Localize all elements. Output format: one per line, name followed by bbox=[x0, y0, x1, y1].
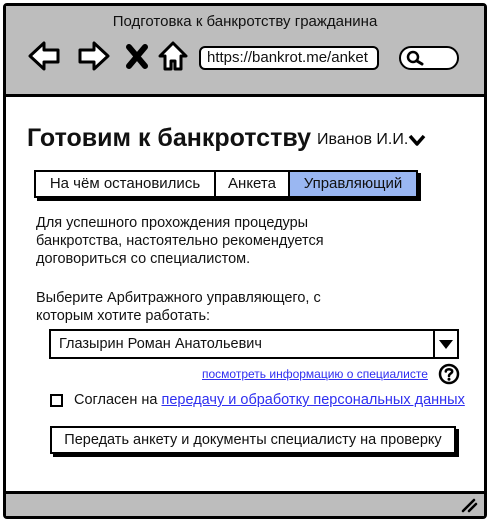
help-button[interactable] bbox=[438, 363, 460, 385]
triangle-down-icon bbox=[439, 340, 453, 349]
window-title: Подготовка к банкротству гражданина bbox=[112, 13, 378, 30]
selected-manager: Глазырин Роман Анатольевич bbox=[59, 336, 262, 352]
tab-progress[interactable]: На чём остановились bbox=[36, 172, 216, 196]
consent-label bbox=[74, 392, 465, 408]
consent-prefix: Согласен на bbox=[74, 392, 158, 408]
tab-bar bbox=[34, 170, 418, 198]
question-circle-icon bbox=[438, 363, 460, 385]
intro-text: Для успешного прохождения процедуры банкротства, настоятельно рекомендуется договориться со специалистом. bbox=[36, 215, 324, 267]
chevron-down-icon bbox=[408, 134, 426, 147]
user-name: Иванов И.И. bbox=[317, 131, 409, 148]
consent-checkbox[interactable] bbox=[50, 394, 63, 407]
status-bar bbox=[6, 491, 484, 516]
page-title: Готовим к банкротству bbox=[27, 124, 311, 152]
user-menu[interactable] bbox=[317, 131, 408, 149]
tab-manager[interactable]: Управляющий bbox=[290, 172, 416, 196]
resize-grip-icon[interactable] bbox=[460, 497, 478, 513]
consent-link[interactable]: передачу и обработку персональных данных bbox=[161, 392, 465, 408]
dropdown-toggle[interactable] bbox=[433, 331, 457, 357]
browser-window bbox=[3, 3, 487, 519]
specialist-info-link[interactable]: посмотреть информацию о специалисте bbox=[202, 367, 428, 381]
select-prompt: Выберите Арбитражного управляющего, с которым хотите работать: bbox=[36, 290, 321, 324]
tab-questionnaire[interactable]: Анкета bbox=[216, 172, 290, 196]
address-bar[interactable]: https://bankrot.me/anket bbox=[199, 46, 379, 70]
submit-button[interactable]: Передать анкету и документы специалисту на проверку bbox=[50, 426, 456, 454]
manager-select[interactable] bbox=[49, 329, 459, 359]
